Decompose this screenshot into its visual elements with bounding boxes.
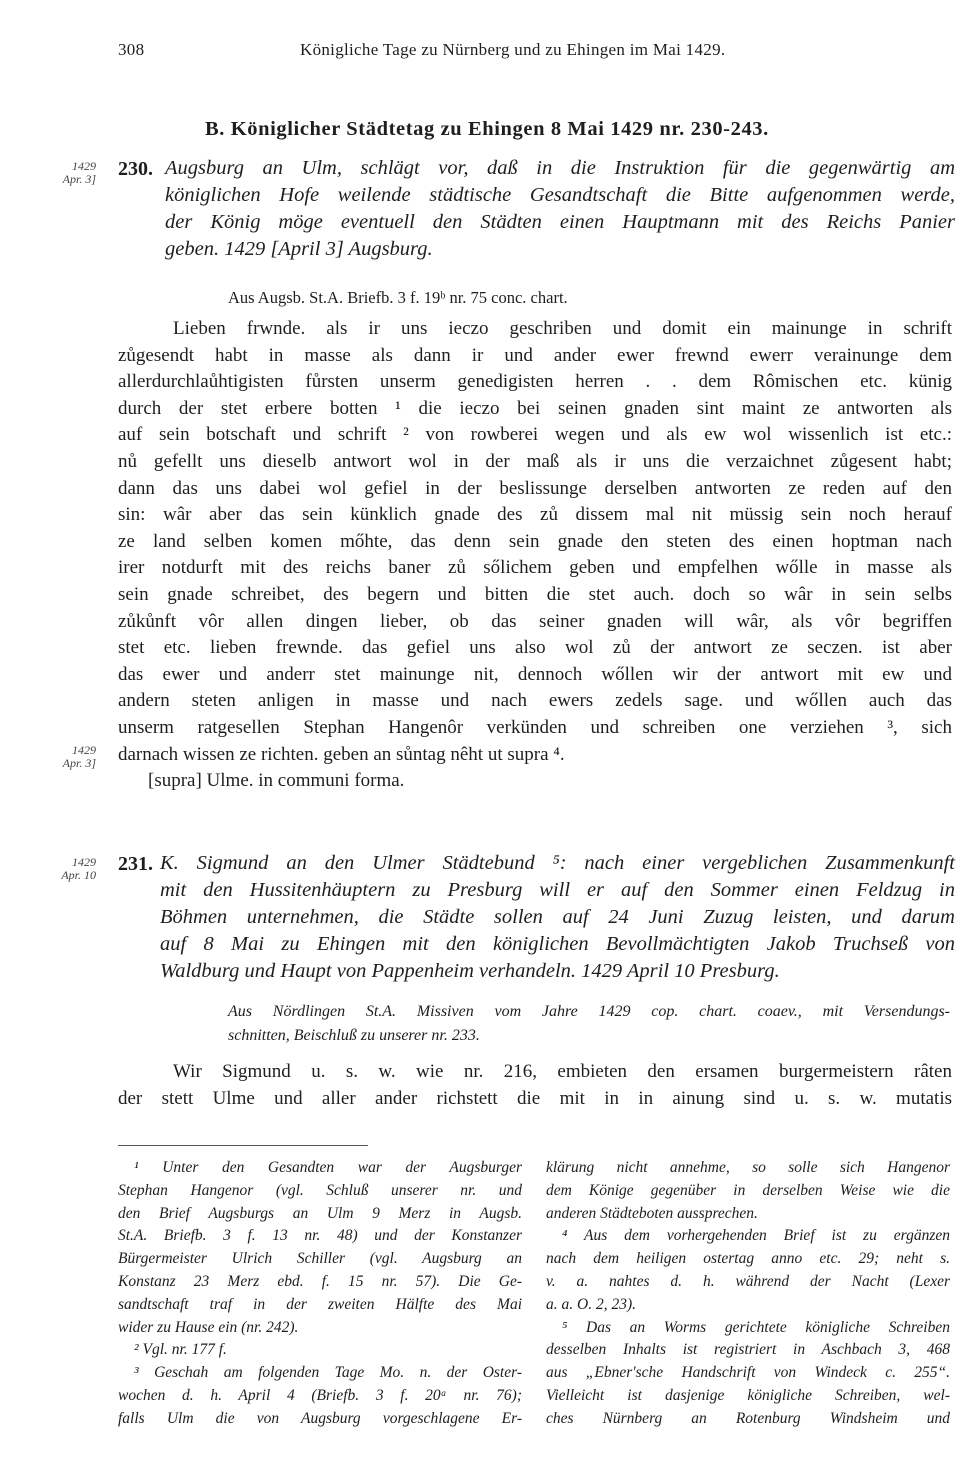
footnote-rule [118, 1145, 368, 1146]
margin-date-230-b: 1429 Apr. 3] [62, 743, 96, 770]
source-note-230: Aus Augsb. St.A. Briefb. 3 f. 19ᵇ nr. 75 conc. chart. [228, 288, 568, 307]
footnotes-right: klärung nicht annehme, so solle sich Hangenor dem Könige gegenüber in derselben Weise wie die anderen Städteboten aussprechen. ⁴ Aus dem vorhergehenden Brief ist zu ergänzen nach dem heiligen ostertag anno etc. 29; neht s. v. a. nahtes d. h. während der Nacht (Lexer a. a. O. 2, 23). ⁵ Das an Worms gerichtete königliche Schreiben desselben Inhalts ist registriert in Aschbach 3, 468 aus „Ebner'sche Handschrift von Windeck c. 255“. Vielleicht ist dasjenige königliche Schreiben, wel- ches Nürnberg an Rotenburg Windsheim und [546, 1159, 950, 1427]
regest-230: Augsburg an Ulm, schlägt vor, daß in die Instruktion für die gegenwärtig am königlichen Hofe weilende städtische Gesandtschaft die Bitte aufgenommen werde, der König möge eventuell den Städten einen Hauptmann mit des Reichs Panier geben. 1429 [April 3] Augsburg. [165, 157, 955, 260]
page-number: 308 [118, 40, 145, 59]
signature-230: [supra] Ulme. in communi forma. [148, 770, 405, 792]
margin-date-230: 1429 Apr. 3] [62, 159, 96, 186]
footnotes-left: ¹ Unter den Gesandten war der Augsburger Stephan Hangenor (vgl. Schluß unserer nr. und den Brief Augsburgs an Ulm 9 Merz in Augsb. St.A. Briefb. 3 f. 13 nr. 48) und der Konstanzer Bürgermeister Ulrich Schiller (vgl. Augsburg an Konstanz 23 Merz ebd. f. 15 nr. 57). Die Ge- sandtschaft traf in der zweiten Hälfte des Mai wider zu Hause ein (nr. 242). ² Vgl. nr. 177 f. ³ Geschah am folgenden Tage Mo. n. der Oster- wochen d. h. April 4 (Briefb. 3 f. 20ᵃ nr. 76); falls Ulm die von Augsburg vorgeschlagene Er- [118, 1159, 522, 1427]
document-number-231: 231. [118, 853, 153, 875]
document-text-231: Wir Sigmund u. s. w. wie nr. 216, embieten den ersamen burgermeistern râten der stett Ulme und aller ander richstett die mit in in ainung sind u. s. w. mutatis [118, 1061, 952, 1109]
source-note-231: Aus Nördlingen St.A. Missiven vom Jahre 1429 cop. chart. coaev., mit Versendungs- schnitten, Beischluß zu unserer nr. 233. [228, 1003, 950, 1044]
section-title: B. Königlicher Städtetag zu Ehingen 8 Mai 1429 nr. 230-243. [205, 118, 769, 140]
document-text-230: Lieben frwnde. als ir uns ieczo geschriben und domit ein mainunge in schrift zůgesendt habt in masse als dann ir und ander ewer frewnd ewerr verainunge dem allerdurchlaůhtigisten fůrsten unserm genedigisten herren . . dem Rômischen etc. künig durch der stet erbere botten ¹ die ieczo bei seinen gnaden sint maint ze antworten als auf sein botschaft und schrift ² von rowberei wegen und als ew wol wissenlich ist etc.: nů gefellt uns dieselb antwort wol in der maß als ir uns die verzaichnet zůgesent habt; dann das uns dabei wol gefiel in der beslissunge derselben antworten ze reden auf den sin: wâr aber das sein künklich gnade des zů dissem mal nit müssig sein noch herauf ze land selben komen mőhte, das denn sein gnade den steten des einen hoptman nach irer notdurft mit des reichs baner zů sőlichem geben und empfelhen wőlle in masse als sein gnade schreibet, des begern und bitten die stet auch. doch so wâr in sein selbs zůkůnft vôr allen dingen lieber, ob das seiner gnaden will wâr, als vôr begriffen stet etc. lieben frewnde. das gefiel uns also wol zů der antwort ze seczen. ist aber das ewer und anderr stet mainunge nit, dennoch wőllen wir der antwort mit ew und andern steten anligen in masse und nach ewers zedels sage. und wőllen auch das unserm ratgesellen Stephan Hangenôr verkünden und schreiben one verziehen ³, sich darnach wissen ze richten. geben an sůntag nêht ut supra ⁴. [supra] Ulme. in communi forma. [118, 316, 952, 795]
regest-231: K. Sigmund an den Ulmer Städtebund ⁵: nach einer vergeblichen Zusammenkunft mit den Hussitenhäuptern zu Presburg will er auf den Sommer einen Feldzug in Böhmen unternehmen, die Städte sollen auf 24 Juni Zuzug leisten, und darum auf 8 Mai zu Ehingen mit den königlichen Bevollmächtigten Jakob Truchseß von Waldburg und Haupt von Pappenheim verhandeln. 1429 April 10 Presburg. [160, 852, 955, 982]
document-number-230: 230. [118, 158, 153, 180]
margin-date-231: 1429 Apr. 10 [61, 855, 96, 882]
running-title: Königliche Tage zu Nürnberg und zu Ehingen im Mai 1429. [300, 40, 726, 59]
